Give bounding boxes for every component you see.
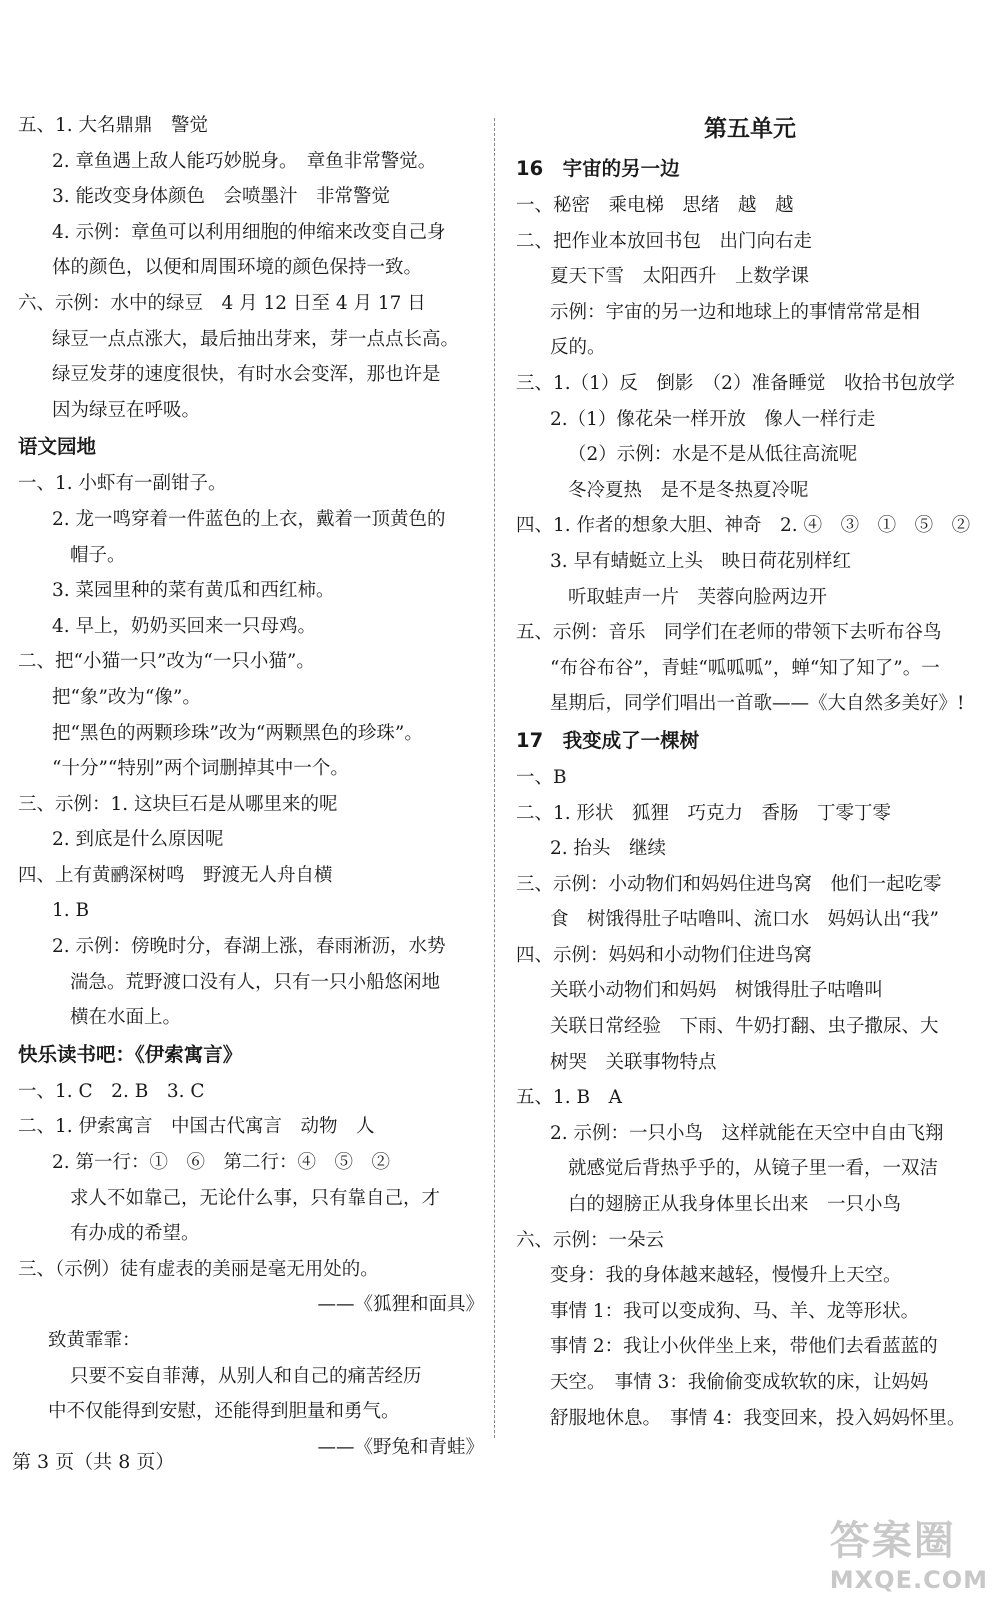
answer-line: 关联日常经验 下雨、牛奶打翻、虫子撒尿、大 [550,1016,939,1038]
site-watermark [830,1509,988,1594]
answer-line: 变身：我的身体越来越轻，慢慢升上天空。 [550,1265,902,1287]
answer-line: 中不仅能得到安慰，还能得到胆量和勇气。 [48,1401,400,1423]
answer-line: 4. 示例：章鱼可以利用细胞的伸缩来改变自己身 [52,221,446,243]
answer-line: 2.（1）像花朵一样开放 像人一样行走 [550,408,876,430]
answer-line: 二、1. 形状 狐狸 巧克力 香肠 丁零丁零 [516,802,892,824]
answer-line: 三、（示例）徒有虚表的美丽是毫无用处的。 [18,1258,379,1280]
answer-line: 就感觉后背热乎乎的，从镜子里一看，一双洁 [568,1158,939,1180]
answer-line: 反的。 [550,337,606,359]
section-heading: 快乐读书吧：《伊索寓言》 [18,1042,243,1066]
watermark-logo-text: 答案圈 [829,1518,956,1564]
answer-line: 绿豆发芽的速度很快，有时水会变浑，那也许是 [52,364,441,386]
answer-line: 二、把“小猫一只”改为“一只小猫”。 [18,651,315,673]
answer-line: 横在水面上。 [70,1007,182,1029]
answer-line: 3. 菜园里种的菜有黄瓜和西红柿。 [52,580,335,602]
answer-line: 四、示例：妈妈和小动物们住进鸟窝 [516,944,813,966]
right-column [512,108,984,1436]
answer-line: 只要不妄自菲薄，从别人和自己的痛苦经历 [70,1365,422,1387]
answer-line: 把“象”改为“像”。 [52,686,201,708]
answer-line: 六、示例：一朵云 [516,1229,665,1251]
section-heading: 语文园地 [18,435,97,459]
watermark-url: MXQE.COM [829,1566,988,1594]
answer-line: 绿豆一点点涨大，最后抽出芽来，芽一点点长高。 [52,328,460,350]
answer-line: 2. 龙一鸣穿着一件蓝色的上衣，戴着一顶黄色的 [52,508,446,530]
answer-line: “布谷布谷”，青蛙“呱呱呱”，蝉“知了知了”。一 [550,657,940,679]
answer-line: 食 树饿得肚子咕噜叫、流口水 妈妈认出“我” [550,909,939,931]
section-heading: 第五单元 [704,116,796,142]
answer-line: 三、示例：小动物们和妈妈住进鸟窝 他们一起吃零 [516,873,942,895]
answer-line: ——《野兔和青蛙》 [317,1436,484,1458]
section-heading: 16 宇宙的另一边 [516,157,680,180]
answer-line: 帽子。 [70,544,126,566]
answer-line: 2. 抬头 继续 [550,838,667,860]
left-column [14,108,484,1465]
answer-line: 白的翅膀正从我身体里长出来 一只小鸟 [568,1194,902,1216]
answer-line: 3. 能改变身体颜色 会喷墨汁 非常警觉 [52,186,391,208]
answer-line: 五、1. B A [516,1087,622,1109]
answer-line: 有办成的希望。 [70,1223,200,1245]
answer-line: 四、上有黄鹂深树鸣 野渡无人舟自横 [18,864,333,886]
answer-line: 五、1. 大名鼎鼎 警觉 [18,115,209,136]
answer-line: 四、1. 作者的想象大胆、神奇 2. ④ ③ ① ⑤ ② [516,515,971,537]
answer-line: 求人不如靠己，无论什么事，只有靠自己，才 [70,1187,441,1209]
answer-line: 3. 早有蜻蜓立上头 映日荷花别样红 [550,550,852,572]
answer-line: 舒服地休息。 事情 4：我变回来，投入妈妈怀里。 [550,1407,966,1429]
answer-line: 三、示例：1. 这块巨石是从哪里来的呢 [18,793,338,815]
answer-line: 二、1. 伊索寓言 中国古代寓言 动物 人 [18,1116,375,1138]
answer-line: 三、1.（1）反 倒影 （2）准备睡觉 收拾书包放学 [516,372,955,394]
answer-line: 五、示例：音乐 同学们在老师的带领下去听布谷鸟 [516,622,942,644]
answer-line: 2. 到底是什么原因呢 [52,829,224,851]
answer-line: 4. 早上，奶奶买回来一只母鸡。 [52,615,317,637]
answer-line: 1. B [52,900,90,922]
answer-line: 六、示例：水中的绿豆 4 月 12 日至 4 月 17 日 [18,292,426,314]
answer-line: 一、1. 小虾有一副钳子。 [18,473,227,495]
answer-line: 一、B [516,766,567,788]
answer-line: 致黄霏霏： [48,1330,141,1351]
answer-line: 冬冷夏热 是不是冬热夏冷呢 [568,479,809,501]
answer-line: 夏天下雪 太阳西升 上数学课 [550,266,810,288]
answer-line: 湍急。荒野渡口没有人，只有一只小船悠闲地 [70,971,441,993]
answer-line: 事情 2：我让小伙伴坐上来，带他们去看蓝蓝的 [550,1336,938,1358]
answer-line: 一、秘密 乘电梯 思绪 越 越 [516,195,794,216]
answer-line: 星期后，同学们唱出一首歌——《大自然多美好》! [550,693,965,715]
answer-line: 听取蛙声一片 芙蓉向脸两边开 [568,586,828,608]
answer-line: “十分”“特别”两个词删掉其中一个。 [52,758,349,780]
answer-line: 把“黑色的两颗珍珠”改为“两颗黑色的珍珠”。 [52,722,423,744]
answer-line: ——《狐狸和面具》 [317,1294,484,1316]
answer-line: 一、1. C 2. B 3. C [18,1080,205,1102]
answer-line: 2. 示例：一只小鸟 这样就能在天空中自由飞翔 [550,1122,944,1144]
answer-line: 2. 第一行：① ⑥ 第二行：④ ⑤ ② [52,1152,391,1174]
answer-line: 二、把作业本放回书包 出门向右走 [516,230,813,252]
answer-line: 因为绿豆在呼吸。 [52,399,201,421]
answer-line: 体的颜色，以便和周围环境的颜色保持一致。 [52,257,423,279]
answer-line: 2. 示例：傍晚时分，春湖上涨，春雨淅沥，水势 [52,936,446,958]
section-heading: 17 我变成了一棵树 [516,728,700,752]
answer-line: 事情 1：我可以变成狗、马、羊、龙等形状。 [550,1300,920,1322]
answer-line: 树哭 关联事物特点 [550,1051,717,1073]
answer-line: 2. 章鱼遇上敌人能巧妙脱身。 章鱼非常警觉。 [52,150,437,172]
answer-line: （2）示例：水是不是从低往高流呢 [568,444,858,466]
answer-line: 关联小动物们和妈妈 树饿得肚子咕噜叫 [550,980,884,1002]
column-divider [494,118,495,1438]
answer-line: 天空。 事情 3：我偷偷变成软软的床，让妈妈 [550,1372,929,1393]
page-number: 第 3 页（共 8 页） [12,1451,175,1473]
answer-line: 示例：宇宙的另一边和地球上的事情常常是相 [550,301,921,323]
